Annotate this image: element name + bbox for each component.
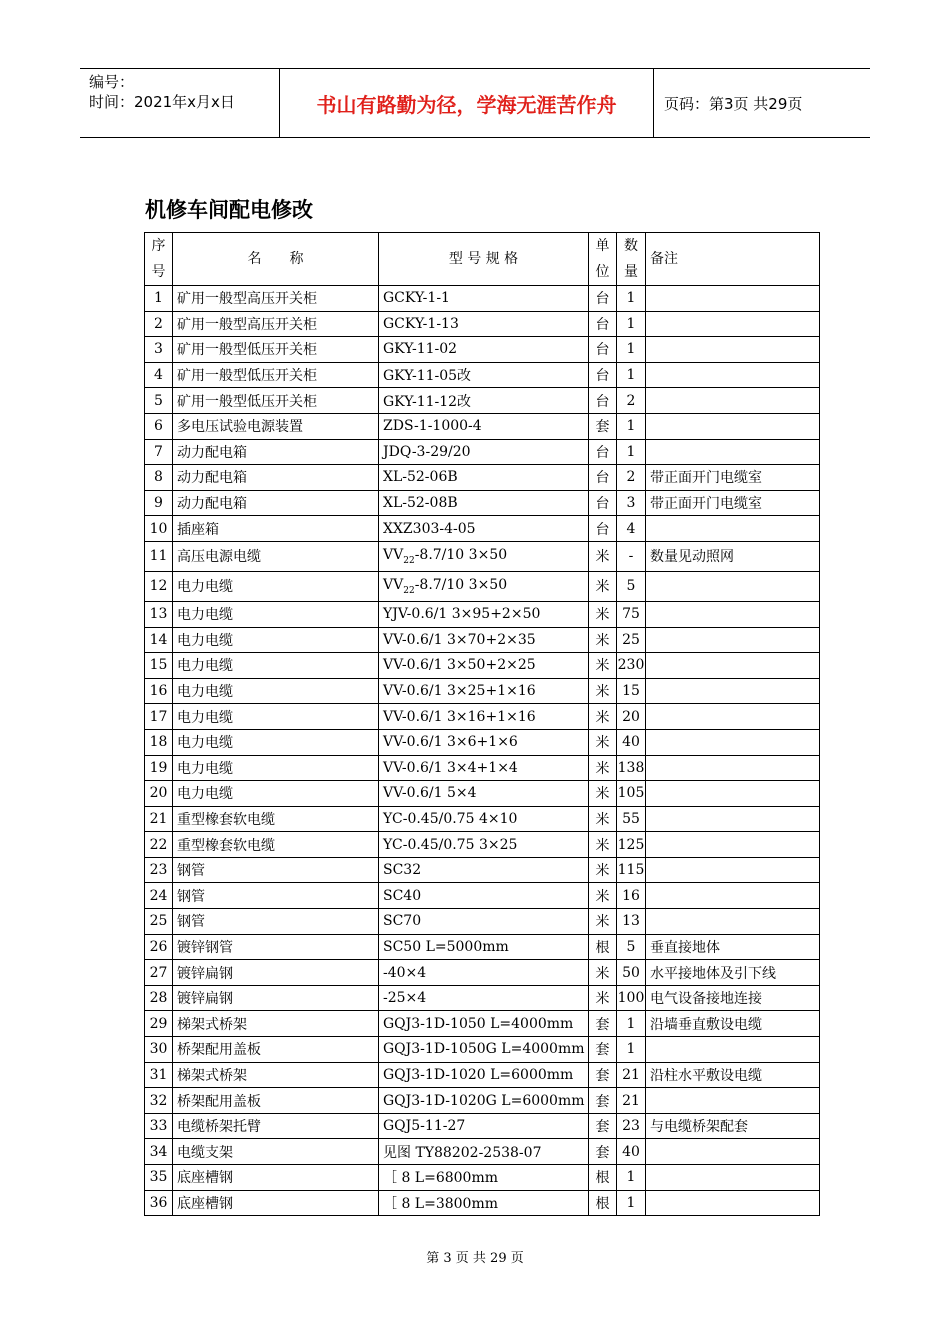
row-name: 重型橡套软电缆 [173, 832, 379, 858]
table-row [145, 465, 820, 491]
row-unit: 台 [589, 388, 617, 414]
row-remark: 水平接地体及引下线 [646, 960, 820, 986]
row-no: 26 [145, 934, 173, 960]
row-name: 多电压试验电源装置 [173, 413, 379, 439]
row-unit: 米 [589, 781, 617, 807]
table-row [145, 832, 820, 858]
model-pre: VV [383, 547, 404, 564]
model-pre: VV [383, 577, 404, 594]
row-remark [646, 571, 820, 601]
row-no: 27 [145, 960, 173, 986]
document-title: 机修车间配电修改 [145, 198, 313, 222]
row-qty: 55 [617, 806, 646, 832]
table-row [145, 1190, 820, 1216]
row-name: 电力电缆 [173, 755, 379, 781]
row-name: 钢管 [173, 909, 379, 935]
row-no: 21 [145, 806, 173, 832]
row-name: 动力配电箱 [173, 465, 379, 491]
table-row [145, 571, 820, 601]
row-name: 镀锌扁钢 [173, 985, 379, 1011]
row-no: 18 [145, 729, 173, 755]
row-name: 电力电缆 [173, 729, 379, 755]
row-name: 桥架配用盖板 [173, 1037, 379, 1063]
row-no: 13 [145, 601, 173, 627]
table-row [145, 909, 820, 935]
row-unit: 台 [589, 311, 617, 337]
table-row [145, 934, 820, 960]
row-model: JDQ-3-29/20 [379, 439, 589, 465]
row-unit: 米 [589, 909, 617, 935]
table-row [145, 678, 820, 704]
row-qty: 2 [617, 465, 646, 491]
row-no: 16 [145, 678, 173, 704]
row-no: 1 [145, 286, 173, 312]
row-no: 15 [145, 653, 173, 679]
row-remark [646, 1139, 820, 1165]
table-row [145, 883, 820, 909]
row-remark [646, 311, 820, 337]
row-unit: 米 [589, 857, 617, 883]
row-qty: 16 [617, 883, 646, 909]
row-model: YC-0.45/0.75 3×25 [379, 832, 589, 858]
row-name: 电力电缆 [173, 601, 379, 627]
row-unit: 台 [589, 362, 617, 388]
row-qty: 23 [617, 1113, 646, 1139]
row-name: 电力电缆 [173, 704, 379, 730]
table-row [145, 439, 820, 465]
row-remark: 电气设备接地连接 [646, 985, 820, 1011]
row-no: 28 [145, 985, 173, 1011]
row-remark [646, 388, 820, 414]
row-name: 电力电缆 [173, 653, 379, 679]
row-model: YJV-0.6/1 3×95+2×50 [379, 601, 589, 627]
row-name: 动力配电箱 [173, 490, 379, 516]
row-name: 矿用一般型高压开关柜 [173, 311, 379, 337]
row-name: 电力电缆 [173, 627, 379, 653]
row-qty: 230 [617, 653, 646, 679]
row-unit: 套 [589, 1113, 617, 1139]
row-remark [646, 516, 820, 542]
row-unit: 台 [589, 337, 617, 363]
row-unit: 套 [589, 1062, 617, 1088]
row-qty: 5 [617, 571, 646, 601]
table-row [145, 1165, 820, 1191]
row-qty: 40 [617, 1139, 646, 1165]
table-row [145, 490, 820, 516]
row-name: 钢管 [173, 883, 379, 909]
page-footer: 第 3 页 共 29 页 [426, 1251, 524, 1266]
row-name: 高压电源电缆 [173, 541, 379, 571]
row-unit: 台 [589, 286, 617, 312]
table-row [145, 781, 820, 807]
row-no: 5 [145, 388, 173, 414]
row-remark [646, 337, 820, 363]
row-model: -25×4 [379, 985, 589, 1011]
row-remark [646, 729, 820, 755]
row-remark [646, 755, 820, 781]
table-row [145, 729, 820, 755]
table-row [145, 286, 820, 312]
row-remark [646, 362, 820, 388]
header-motto: 书山有路勤为径，学海无涯苦作舟 [280, 69, 654, 137]
row-qty: 1 [617, 1037, 646, 1063]
row-no: 9 [145, 490, 173, 516]
row-no: 11 [145, 541, 173, 571]
row-model: VV-0.6/1 3×16+1×16 [379, 704, 589, 730]
row-no: 32 [145, 1088, 173, 1114]
row-model: VV-0.6/1 3×70+2×35 [379, 627, 589, 653]
row-model: 见图 TY88202-2538-07 [379, 1139, 589, 1165]
row-unit: 米 [589, 541, 617, 571]
row-remark: 沿墙垂直敷设电缆 [646, 1011, 820, 1037]
row-unit: 米 [589, 960, 617, 986]
row-qty: 3 [617, 490, 646, 516]
row-no: 17 [145, 704, 173, 730]
row-remark [646, 1190, 820, 1216]
row-remark [646, 627, 820, 653]
row-remark [646, 678, 820, 704]
table-row [145, 1062, 820, 1088]
row-unit: 米 [589, 653, 617, 679]
row-name: 矿用一般型低压开关柜 [173, 388, 379, 414]
header-meta [80, 69, 280, 137]
row-name: 矿用一般型高压开关柜 [173, 286, 379, 312]
row-qty: 21 [617, 1088, 646, 1114]
row-model: GKY-11-12改 [379, 388, 589, 414]
row-qty: 1 [617, 1165, 646, 1191]
row-qty: 50 [617, 960, 646, 986]
row-no: 34 [145, 1139, 173, 1165]
table-row [145, 755, 820, 781]
row-unit: 米 [589, 883, 617, 909]
row-unit: 根 [589, 934, 617, 960]
row-qty: 13 [617, 909, 646, 935]
header-qty: 数 量 [617, 233, 646, 286]
row-model: VV-0.6/1 3×25+1×16 [379, 678, 589, 704]
row-name: 底座槽钢 [173, 1190, 379, 1216]
table-row [145, 627, 820, 653]
row-remark [646, 806, 820, 832]
table-row [145, 806, 820, 832]
row-no: 23 [145, 857, 173, 883]
row-unit: 套 [589, 1037, 617, 1063]
row-unit: 台 [589, 516, 617, 542]
row-model: GQJ3-1D-1050 L=4000mm [379, 1011, 589, 1037]
table-row [145, 653, 820, 679]
row-unit: 米 [589, 704, 617, 730]
row-remark [646, 883, 820, 909]
row-remark [646, 1037, 820, 1063]
row-unit: 套 [589, 413, 617, 439]
row-model: VV-0.6/1 3×4+1×4 [379, 755, 589, 781]
row-remark [646, 781, 820, 807]
row-name: 动力配电箱 [173, 439, 379, 465]
row-model: ［ 8 L=6800mm [379, 1165, 589, 1191]
table-row [145, 985, 820, 1011]
row-remark: 带正面开门电缆室 [646, 465, 820, 491]
table-row [145, 1037, 820, 1063]
row-remark [646, 286, 820, 312]
table-row [145, 413, 820, 439]
row-no: 29 [145, 1011, 173, 1037]
row-model: VV-0.6/1 3×6+1×6 [379, 729, 589, 755]
row-remark: 数量见动照网 [646, 541, 820, 571]
row-name: 重型橡套软电缆 [173, 806, 379, 832]
row-model: GKY-11-02 [379, 337, 589, 363]
row-model: GKY-11-05改 [379, 362, 589, 388]
row-name: 镀锌钢管 [173, 934, 379, 960]
row-unit: 米 [589, 806, 617, 832]
row-model: GQJ3-1D-1020 L=6000mm [379, 1062, 589, 1088]
row-no: 12 [145, 571, 173, 601]
row-unit: 台 [589, 439, 617, 465]
header-remark: 备注 [646, 233, 820, 286]
table-row [145, 1113, 820, 1139]
header-page-info: 页码：第3页 共29页 [664, 94, 803, 113]
row-no: 20 [145, 781, 173, 807]
row-name: 电缆桥架托臂 [173, 1113, 379, 1139]
row-qty: 115 [617, 857, 646, 883]
table-row [145, 337, 820, 363]
row-no: 36 [145, 1190, 173, 1216]
row-unit: 台 [589, 465, 617, 491]
row-qty: 20 [617, 704, 646, 730]
page-header [80, 68, 870, 138]
row-unit: 套 [589, 1088, 617, 1114]
row-qty: 1 [617, 413, 646, 439]
row-name: 矿用一般型低压开关柜 [173, 362, 379, 388]
row-qty: 105 [617, 781, 646, 807]
table-row [145, 362, 820, 388]
row-unit: 米 [589, 627, 617, 653]
row-name: 底座槽钢 [173, 1165, 379, 1191]
header-no: 序 号 [145, 233, 173, 286]
table-row [145, 704, 820, 730]
row-remark [646, 832, 820, 858]
row-unit: 米 [589, 755, 617, 781]
row-no: 4 [145, 362, 173, 388]
row-model: GCKY-1-1 [379, 286, 589, 312]
row-unit: 米 [589, 729, 617, 755]
row-no: 22 [145, 832, 173, 858]
row-qty: 25 [617, 627, 646, 653]
row-unit: 套 [589, 1139, 617, 1165]
row-remark: 带正面开门电缆室 [646, 490, 820, 516]
row-qty: 2 [617, 388, 646, 414]
row-name: 插座箱 [173, 516, 379, 542]
row-name: 电力电缆 [173, 571, 379, 601]
row-no: 31 [145, 1062, 173, 1088]
row-model: -40×4 [379, 960, 589, 986]
row-qty: 138 [617, 755, 646, 781]
row-name: 矿用一般型低压开关柜 [173, 337, 379, 363]
row-name: 电力电缆 [173, 781, 379, 807]
header-unit: 单 位 [589, 233, 617, 286]
row-unit: 米 [589, 601, 617, 627]
row-qty: 1 [617, 362, 646, 388]
row-name: 桥架配用盖板 [173, 1088, 379, 1114]
row-model: GQJ3-1D-1020G L=6000mm [379, 1088, 589, 1114]
row-model: SC50 L=5000mm [379, 934, 589, 960]
row-no: 30 [145, 1037, 173, 1063]
row-unit: 米 [589, 678, 617, 704]
row-no: 6 [145, 413, 173, 439]
model-post: -8.7/10 3×50 [414, 577, 508, 594]
row-qty: 21 [617, 1062, 646, 1088]
row-qty: 1 [617, 311, 646, 337]
row-name: 镀锌扁钢 [173, 960, 379, 986]
row-qty: 1 [617, 286, 646, 312]
row-remark: 沿柱水平敷设电缆 [646, 1062, 820, 1088]
row-remark [646, 1088, 820, 1114]
row-qty: 1 [617, 439, 646, 465]
table-row [145, 601, 820, 627]
row-no: 7 [145, 439, 173, 465]
model-sub: 22 [403, 585, 415, 596]
row-remark: 与电缆桥架配套 [646, 1113, 820, 1139]
row-model: ZDS-1-1000-4 [379, 413, 589, 439]
row-remark [646, 704, 820, 730]
row-qty: 1 [617, 1011, 646, 1037]
row-remark [646, 653, 820, 679]
row-remark [646, 439, 820, 465]
table-row [145, 541, 820, 571]
row-qty: 1 [617, 1190, 646, 1216]
row-qty: 75 [617, 601, 646, 627]
row-qty: 4 [617, 516, 646, 542]
row-no: 24 [145, 883, 173, 909]
table-row [145, 1139, 820, 1165]
row-unit: 米 [589, 832, 617, 858]
row-qty: 15 [617, 678, 646, 704]
row-no: 33 [145, 1113, 173, 1139]
row-no: 10 [145, 516, 173, 542]
equipment-table [144, 232, 820, 1216]
model-sub: 22 [403, 555, 415, 566]
header-model: 型 号 规 格 [379, 233, 589, 286]
row-no: 14 [145, 627, 173, 653]
row-model: GCKY-1-13 [379, 311, 589, 337]
row-qty: 5 [617, 934, 646, 960]
row-model [379, 541, 589, 571]
time-label: 时间：2021年x月x日 [89, 93, 235, 111]
row-no: 35 [145, 1165, 173, 1191]
row-qty: 125 [617, 832, 646, 858]
row-no: 25 [145, 909, 173, 935]
header-name: 名 称 [173, 233, 379, 286]
row-no: 8 [145, 465, 173, 491]
row-remark [646, 1165, 820, 1191]
row-model: YC-0.45/0.75 4×10 [379, 806, 589, 832]
row-model: SC40 [379, 883, 589, 909]
row-unit: 米 [589, 985, 617, 1011]
row-unit: 根 [589, 1165, 617, 1191]
table-row [145, 516, 820, 542]
row-model: GQJ3-1D-1050G L=4000mm [379, 1037, 589, 1063]
table-row [145, 311, 820, 337]
row-model: VV-0.6/1 5×4 [379, 781, 589, 807]
row-no: 3 [145, 337, 173, 363]
table-row [145, 388, 820, 414]
row-remark [646, 413, 820, 439]
row-name: 电力电缆 [173, 678, 379, 704]
row-qty: 100 [617, 985, 646, 1011]
number-label: 编号： [89, 73, 135, 91]
row-unit: 米 [589, 571, 617, 601]
row-model: GQJ5-11-27 [379, 1113, 589, 1139]
row-model: XL-52-06B [379, 465, 589, 491]
row-name: 梯架式桥架 [173, 1062, 379, 1088]
row-model: XXZ303-4-05 [379, 516, 589, 542]
row-unit: 台 [589, 490, 617, 516]
row-remark [646, 601, 820, 627]
table-row [145, 960, 820, 986]
row-unit: 根 [589, 1190, 617, 1216]
row-unit: 套 [589, 1011, 617, 1037]
table-row [145, 1088, 820, 1114]
row-name: 梯架式桥架 [173, 1011, 379, 1037]
row-qty: 1 [617, 337, 646, 363]
row-no: 2 [145, 311, 173, 337]
row-qty: - [617, 541, 646, 571]
row-remark: 垂直接地体 [646, 934, 820, 960]
row-model: XL-52-08B [379, 490, 589, 516]
row-name: 电缆支架 [173, 1139, 379, 1165]
row-no: 19 [145, 755, 173, 781]
row-model: ［ 8 L=3800mm [379, 1190, 589, 1216]
row-model: SC70 [379, 909, 589, 935]
table-row [145, 857, 820, 883]
model-post: -8.7/10 3×50 [414, 547, 508, 564]
row-model: VV-0.6/1 3×50+2×25 [379, 653, 589, 679]
row-qty: 40 [617, 729, 646, 755]
row-model [379, 571, 589, 601]
row-name: 钢管 [173, 857, 379, 883]
table-row [145, 1011, 820, 1037]
table-header-row [145, 233, 820, 286]
row-model: SC32 [379, 857, 589, 883]
row-remark [646, 857, 820, 883]
row-remark [646, 909, 820, 935]
